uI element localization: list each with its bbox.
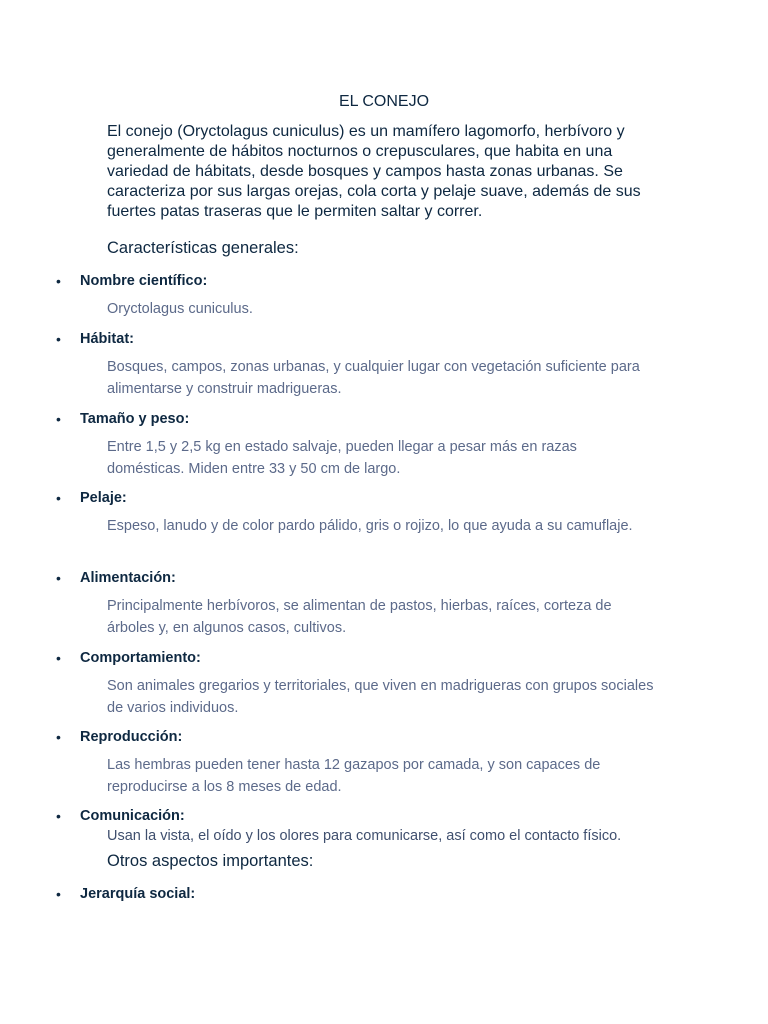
item-description: Son animales gregarios y territoriales, que viven en madrigueras con grupos sociales de varios individuos. [107, 678, 654, 716]
item-label: Hábitat: [80, 331, 134, 347]
bullet-icon: • [56, 331, 61, 347]
item-label: Comportamiento: [80, 650, 201, 666]
bullet-icon: • [56, 650, 61, 666]
item-description: Espeso, lanudo y de color pardo pálido, gris o rojizo, lo que ayuda a su camuflaje. [107, 518, 633, 534]
page-title: EL CONEJO [338, 93, 430, 110]
item-label: Jerarquía social: [80, 886, 196, 902]
bullet-icon: • [56, 411, 61, 427]
item-label: Reproducción: [80, 729, 183, 745]
item-description: Principalmente herbívoros, se alimentan de pastos, hierbas, raíces, corteza de árboles y, en algunos casos, cultivos. [107, 598, 612, 636]
bullet-icon: • [56, 808, 61, 824]
item-description: Bosques, campos, zonas urbanas, y cualquier lugar con vegetación suficiente para alimentarse y construir madrigueras. [107, 359, 640, 397]
item-description: Entre 1,5 y 2,5 kg en estado salvaje, pueden llegar a pesar más en razas domésticas. Miden entre 33 y 50 cm de largo. [107, 439, 577, 477]
item-label: Tamaño y peso: [80, 411, 190, 427]
item-label: Alimentación: [80, 570, 176, 586]
bullet-icon: • [56, 886, 61, 902]
item-description: Oryctolagus cuniculus. [107, 301, 253, 317]
section-heading-other: Otros aspectos importantes: [107, 852, 314, 870]
bullet-icon: • [56, 273, 61, 289]
item-label: Pelaje: [80, 490, 127, 506]
section-heading-general: Características generales: [107, 239, 299, 257]
bullet-icon: • [56, 729, 61, 745]
intro-paragraph: El conejo (Oryctolagus cuniculus) es un mamífero lagomorfo, herbívoro y generalmente de hábitos nocturnos o crepusculares, que habita en una variedad de hábitats, desde bosques y campos hasta zonas urbanas. Se caracteriza por sus largas orejas, cola corta y pelaje suave, además de sus fuertes patas traseras que le permiten saltar y correr. [107, 123, 641, 220]
item-description: Las hembras pueden tener hasta 12 gazapos por camada, y son capaces de reproducirse a los 8 meses de edad. [107, 757, 601, 795]
bullet-icon: • [56, 570, 61, 586]
item-label: Nombre científico: [80, 273, 208, 289]
item-label: Comunicación: [80, 808, 185, 824]
item-description: Usan la vista, el oído y los olores para comunicarse, así como el contacto físico. [107, 828, 622, 844]
bullet-icon: • [56, 490, 61, 506]
